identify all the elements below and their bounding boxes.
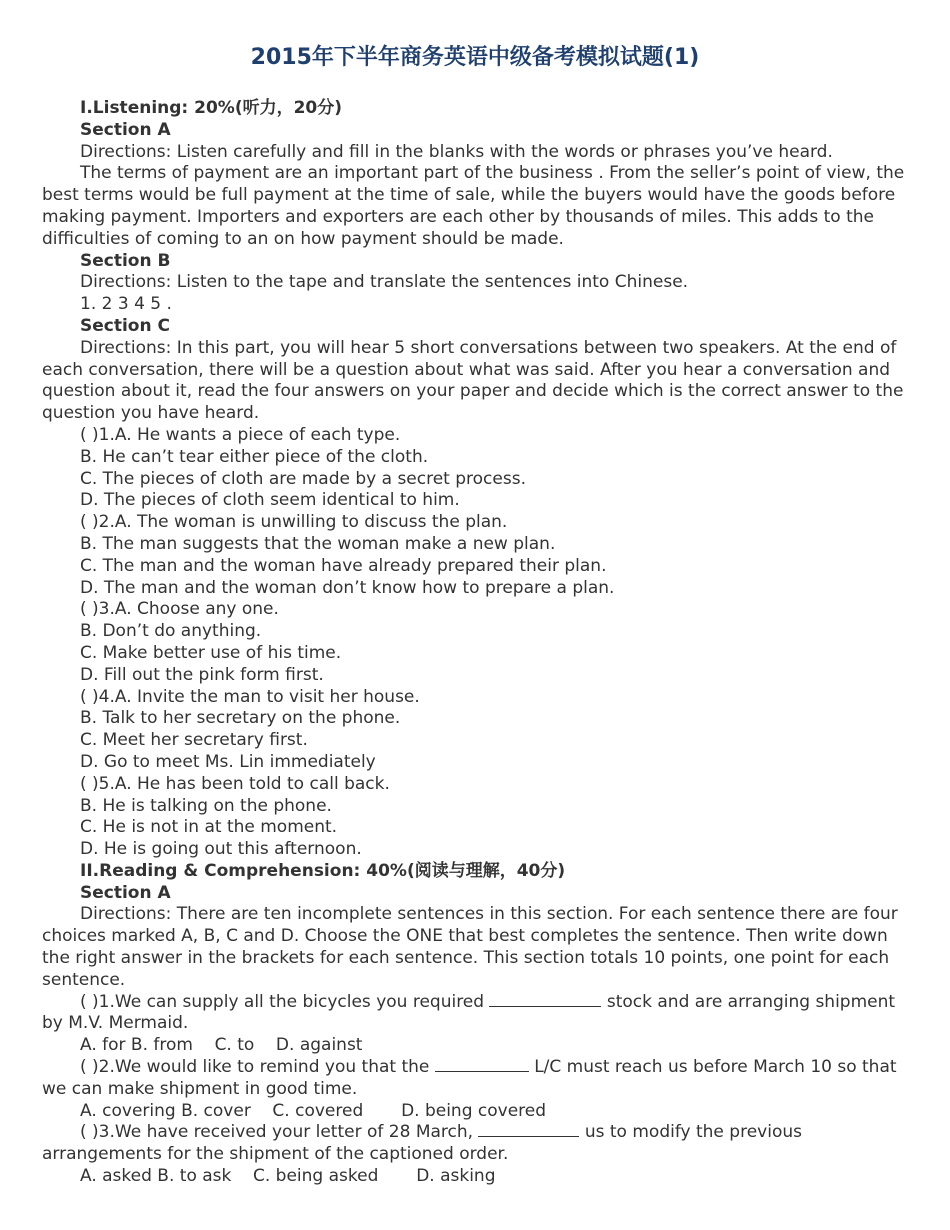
question-text: ( )3.We have received your letter of 28 March, bbox=[80, 1122, 474, 1143]
option-line: B. The man suggests that the woman make a new plan. bbox=[80, 533, 556, 554]
answer-blank bbox=[478, 1135, 579, 1137]
option-line: C. Make better use of his time. bbox=[80, 642, 342, 663]
option-line: D. Fill out the pink form first. bbox=[80, 664, 324, 685]
reading-options-2: A. covering B. cover C. covered D. being covered bbox=[80, 1100, 547, 1121]
option-line: C. The man and the woman have already prepared their plan. bbox=[80, 555, 607, 576]
section-c-label: Section C bbox=[80, 315, 170, 336]
section-a-directions: Directions: Listen carefully and fill in the blanks with the words or phrases you’ve heard. bbox=[80, 141, 833, 162]
reading-question-2 bbox=[42, 1057, 910, 1101]
section-b-numbers: 1. 2 3 4 5 . bbox=[80, 294, 172, 315]
option-line: D. He is going out this afternoon. bbox=[80, 839, 362, 860]
section-b-label: Section B bbox=[80, 250, 171, 271]
option-line: B. Don’t do anything. bbox=[80, 621, 262, 642]
question-line: ( )4.A. Invite the man to visit her house. bbox=[80, 686, 420, 707]
part1-heading: Ⅰ.Listening: 20%(听力，20分) bbox=[80, 98, 343, 118]
reading-question-3 bbox=[42, 1122, 910, 1166]
reading-options-1: A. for B. from C. to D. against bbox=[80, 1035, 363, 1056]
part2-heading: II.Reading & Comprehension: 40%(阅读与理解，40分) bbox=[80, 860, 566, 881]
section-c-directions: Directions: In this part, you will hear 5 short conversations between two speakers. At the end of each conversation, there will be a question about what was said. After you hear a conversation and question about it, read the four answers on your paper and decide which is the correct answer to the question you have heard. bbox=[42, 337, 904, 424]
option-line: B. He can’t tear either piece of the cloth. bbox=[80, 446, 429, 467]
option-line: D. The pieces of cloth seem identical to him. bbox=[80, 490, 460, 511]
question-text: us to modify the previous arrangements for the shipment of the captioned order. bbox=[42, 1122, 802, 1165]
reading-section-a-directions: Directions: There are ten incomplete sentences in this section. For each sentence there are four choices marked A, B, C and D. Choose the ONE that best completes the sentence. Then write down the right answer in the brackets for each sentence. This section totals 10 points, one point for each sentence. bbox=[42, 904, 898, 990]
reading-section-a-label: Section A bbox=[80, 882, 171, 903]
section-b-directions: Directions: Listen to the tape and translate the sentences into Chinese. bbox=[80, 272, 689, 293]
section-a-label: Section A bbox=[80, 119, 171, 140]
question-text: stock and are arranging shipment by M.V. Mermaid. bbox=[42, 991, 896, 1034]
answer-blank bbox=[435, 1070, 529, 1072]
option-line: C. The pieces of cloth are made by a secret process. bbox=[80, 468, 526, 489]
question-line: ( )2.A. The woman is unwilling to discuss the plan. bbox=[80, 512, 508, 533]
question-line: ( )1.A. He wants a piece of each type. bbox=[80, 424, 401, 445]
option-line: B. He is talking on the phone. bbox=[80, 795, 332, 816]
option-line: C. Meet her secretary first. bbox=[80, 730, 308, 751]
question-text: L/C must reach us before March 10 so that we can make shipment in good time. bbox=[42, 1057, 897, 1099]
document-body bbox=[42, 98, 910, 1188]
section-a-passage: The terms of payment are an important part of the business . From the seller’s point of view, the best terms would be full payment at the time of sale, while the buyers would have the goods before making payment. Importers and exporters are each other by thousands of miles. This adds to the difficulties of coming to an on how payment should be made. bbox=[42, 163, 905, 249]
document-title: 2015年下半年商务英语中级备考模拟试题(1) bbox=[250, 45, 700, 70]
option-line: B. Talk to her secretary on the phone. bbox=[80, 708, 401, 729]
question-text: ( )2.We would like to remind you that the bbox=[80, 1057, 430, 1078]
question-line: ( )5.A. He has been told to call back. bbox=[80, 773, 390, 794]
reading-options-3: A. asked B. to ask C. being asked D. asking bbox=[80, 1166, 496, 1187]
answer-blank bbox=[489, 1005, 601, 1007]
question-line: ( )3.A. Choose any one. bbox=[80, 599, 279, 620]
option-line: D. Go to meet Ms. Lin immediately bbox=[80, 751, 376, 772]
option-line: D. The man and the woman don’t know how to prepare a plan. bbox=[80, 577, 615, 598]
question-text: ( )1.We can supply all the bicycles you required bbox=[80, 991, 485, 1012]
option-line: C. He is not in at the moment. bbox=[80, 817, 338, 838]
reading-question-1 bbox=[42, 992, 910, 1036]
